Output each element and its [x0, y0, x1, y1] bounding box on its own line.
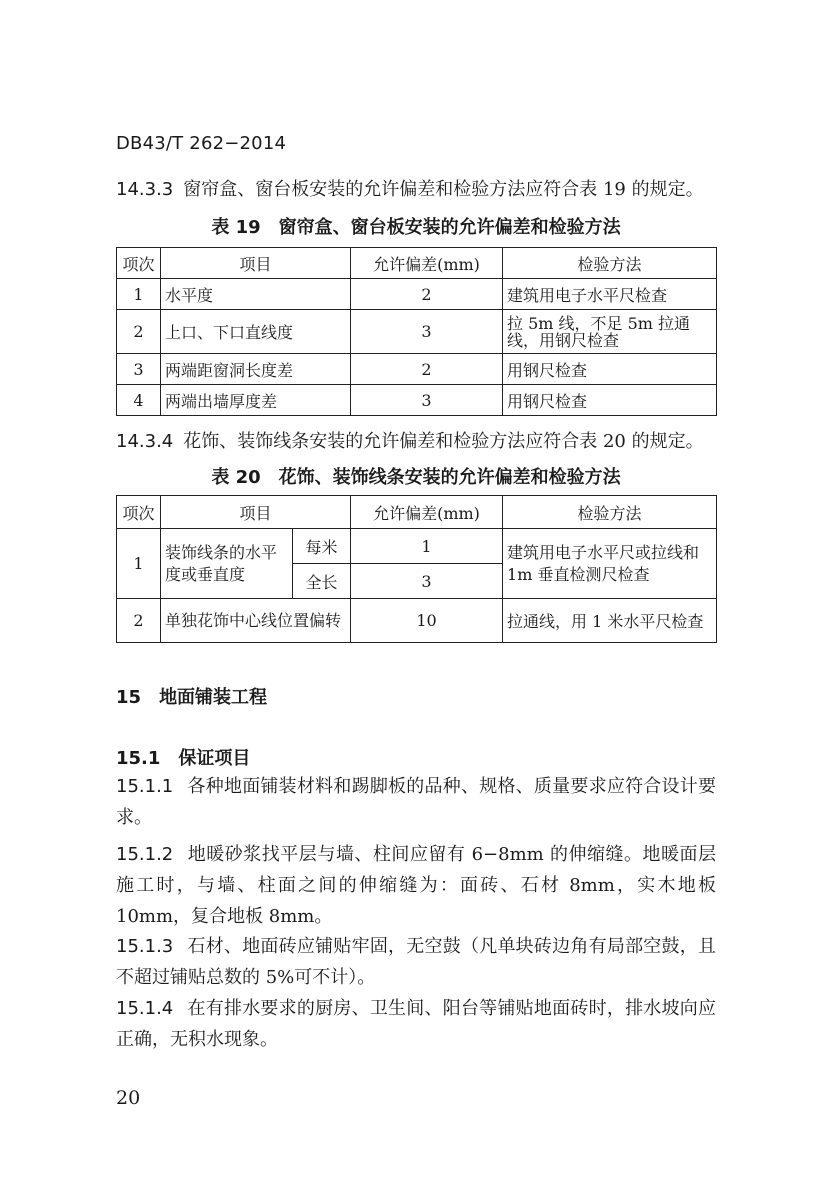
- cell-method: 拉 5m 线，不足 5m 拉通线，用钢尺检查: [503, 310, 717, 354]
- table-19: [116, 247, 717, 416]
- paragraph-text: 各种地面铺装材料和踢脚板的品种、规格、质量要求应符合设计要求。: [116, 776, 716, 828]
- paragraph-number: 15.1.3: [116, 936, 174, 957]
- table-number: 表 20: [211, 467, 261, 488]
- cell-tolerance: 2: [351, 354, 503, 385]
- col-header: 允许偏差(mm): [351, 496, 503, 529]
- cell-tolerance: 2: [351, 279, 503, 310]
- cell-item: 装饰线条的水平度或垂直度: [161, 529, 293, 599]
- table-row: [117, 279, 717, 310]
- table-caption: 花饰、装饰线条安装的允许偏差和检验方法: [278, 467, 621, 488]
- table-number: 表 19: [211, 217, 261, 238]
- clause-number: 14.3.4: [116, 431, 174, 452]
- cell-method: 建筑用电子水平尺检查: [503, 279, 717, 310]
- table-caption: 窗帘盒、窗台板安装的允许偏差和检验方法: [278, 217, 621, 238]
- col-header: 项次: [117, 248, 161, 279]
- paragraph-15-1-2: [116, 839, 716, 932]
- clause-text: 窗帘盒、窗台板安装的允许偏差和检验方法应符合表 19 的规定。: [183, 179, 704, 200]
- col-header: 允许偏差(mm): [351, 248, 503, 279]
- cell-method: 用钢尺检查: [503, 354, 717, 385]
- table-row: [117, 529, 717, 564]
- paragraph-number: 15.1.2: [116, 844, 174, 865]
- paragraph-text: 地暖砂浆找平层与墙、柱间应留有 6−8mm 的伸缩缝。地暖面层施工时，与墙、柱面之间的伸缩缝为：面砖、石材 8mm，实木地板 10mm，复合地板 8mm。: [116, 844, 716, 927]
- paragraph-text: 在有排水要求的厨房、卫生间、阳台等铺贴地面砖时，排水坡向应正确，无积水现象。: [116, 998, 716, 1050]
- table-20-title: [116, 463, 716, 489]
- paragraph-15-1-4: [116, 993, 716, 1055]
- clause-text: 花饰、装饰线条安装的允许偏差和检验方法应符合表 20 的规定。: [183, 431, 704, 452]
- cell-no: 2: [117, 599, 161, 643]
- cell-tolerance: 3: [351, 310, 503, 354]
- cell-item: 水平度: [161, 279, 351, 310]
- subsection-title: 保证项目: [178, 748, 251, 769]
- cell-item: 上口、下口直线度: [161, 310, 351, 354]
- paragraph-number: 15.1.1: [116, 776, 174, 797]
- clause-14-3-4: [116, 427, 704, 457]
- paragraph-15-1-1: [116, 771, 716, 833]
- cell-no: 4: [117, 385, 161, 416]
- table-row: [117, 354, 717, 385]
- cell-subitem: 每米: [293, 529, 351, 564]
- table-header-row: [117, 248, 717, 279]
- clause-number: 14.3.3: [116, 179, 174, 200]
- cell-item: 两端距窗洞长度差: [161, 354, 351, 385]
- col-header: 项目: [161, 496, 351, 529]
- table-row: [117, 599, 717, 643]
- subsection-number: 15.1: [116, 748, 161, 769]
- cell-no: 2: [117, 310, 161, 354]
- cell-method: 用钢尺检查: [503, 385, 717, 416]
- cell-method: 拉通线，用 1 米水平尺检查: [503, 599, 717, 643]
- table-header-row: [117, 496, 717, 529]
- section-number: 15: [116, 687, 142, 708]
- cell-tolerance: 3: [351, 564, 503, 599]
- cell-subitem: 全长: [293, 564, 351, 599]
- clause-14-3-3: [116, 175, 704, 205]
- col-header: 项次: [117, 496, 161, 529]
- table-row: [117, 385, 717, 416]
- cell-no: 1: [117, 529, 161, 599]
- col-header: 检验方法: [503, 496, 717, 529]
- cell-no: 3: [117, 354, 161, 385]
- paragraph-15-1-3: [116, 931, 716, 993]
- cell-tolerance: 1: [351, 529, 503, 564]
- cell-tolerance: 3: [351, 385, 503, 416]
- paragraph-text: 石材、地面砖应铺贴牢固，无空鼓（凡单块砖边角有局部空鼓，且不超过铺贴总数的 5%可不计）。: [116, 936, 716, 988]
- cell-item: 单独花饰中心线位置偏转: [161, 599, 351, 643]
- cell-method: 建筑用电子水平尺或拉线和 1m 垂直检测尺检查: [503, 529, 717, 599]
- section-heading: [116, 683, 267, 709]
- table-20: [116, 495, 717, 643]
- standard-code: DB43/T 262−2014: [116, 133, 287, 154]
- col-header: 项目: [161, 248, 351, 279]
- section-title: 地面铺装工程: [159, 687, 268, 708]
- page-number: 20: [116, 1087, 141, 1109]
- subsection-heading: [116, 744, 250, 770]
- paragraph-number: 15.1.4: [116, 998, 174, 1019]
- table-row: [117, 310, 717, 354]
- table-19-title: [116, 213, 716, 239]
- cell-item: 两端出墙厚度差: [161, 385, 351, 416]
- col-header: 检验方法: [503, 248, 717, 279]
- cell-no: 1: [117, 279, 161, 310]
- cell-tolerance: 10: [351, 599, 503, 643]
